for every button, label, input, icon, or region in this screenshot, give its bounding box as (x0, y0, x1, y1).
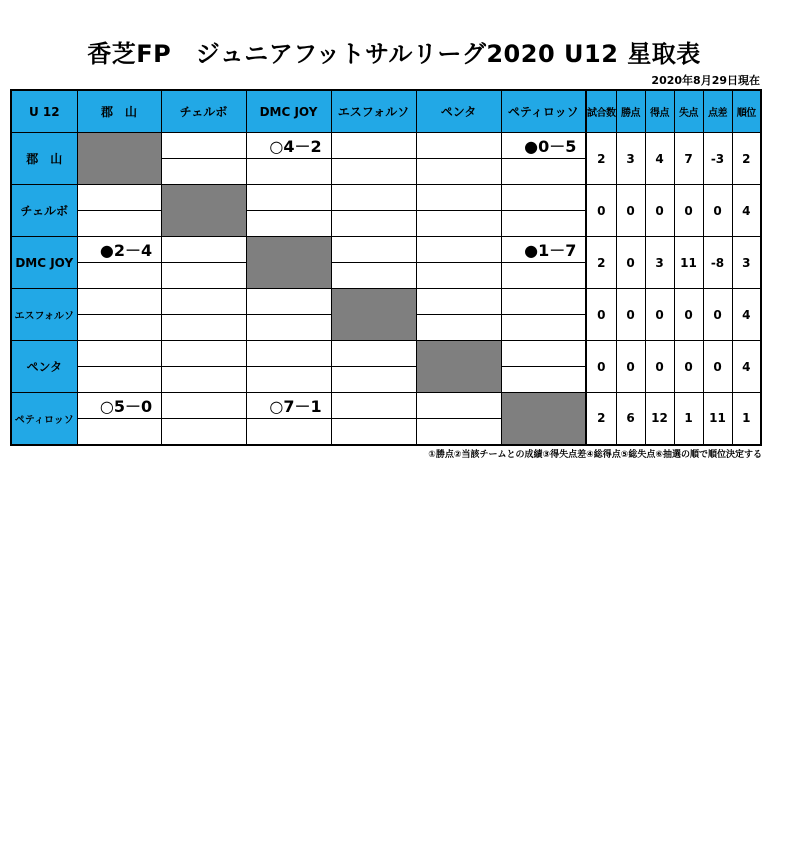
result-cell (416, 289, 501, 315)
result-cell (77, 289, 161, 315)
row-header-team: チェルボ (11, 185, 77, 237)
stat-cell: -3 (703, 133, 732, 185)
result-cell (246, 289, 331, 315)
as-of-date: 2020年8月29日現在 (651, 74, 760, 87)
stat-cell: 12 (645, 393, 674, 445)
col-header-team: ペンタ (416, 90, 501, 133)
stat-cell: 0 (616, 185, 645, 237)
stat-cell: 0 (645, 185, 674, 237)
result-cell: ○7－1 (246, 393, 331, 419)
result-cell (416, 185, 501, 211)
stat-cell: 4 (732, 185, 761, 237)
stat-cell: 0 (616, 289, 645, 341)
col-header-stat: 得点 (645, 90, 674, 133)
col-header-stat: 勝点 (616, 90, 645, 133)
stat-cell: 3 (616, 133, 645, 185)
result-cell: ●1－7 (501, 237, 586, 263)
result-cell (161, 237, 246, 263)
stat-cell: 4 (645, 133, 674, 185)
table-row (11, 237, 761, 263)
stat-cell: 2 (586, 133, 616, 185)
stat-cell: 0 (616, 237, 645, 289)
result-cell: ○5－0 (77, 393, 161, 419)
page-title: 香芝FP ジュニアフットサルリーグ2020 U12 星取表 (87, 40, 701, 68)
result-cell (77, 341, 161, 367)
col-header-team: チェルボ (161, 90, 246, 133)
stat-cell: 2 (586, 393, 616, 445)
result-cell: ●2－4 (77, 237, 161, 263)
table-row (11, 341, 761, 367)
table-row (11, 185, 761, 211)
stat-cell: 0 (586, 341, 616, 393)
stat-cell: -8 (703, 237, 732, 289)
stat-cell: 0 (645, 289, 674, 341)
stat-cell: 11 (703, 393, 732, 445)
result-cell (77, 185, 161, 211)
stat-cell: 3 (732, 237, 761, 289)
corner-cell: U 12 (11, 90, 77, 133)
self-match-cell (77, 133, 161, 185)
col-header-team: ペティロッソ (501, 90, 586, 133)
result-cell: ●0－5 (501, 133, 586, 159)
stat-cell: 2 (586, 237, 616, 289)
result-cell (416, 393, 501, 419)
standings-table (10, 89, 762, 446)
result-cell (331, 341, 416, 367)
result-cell (501, 341, 586, 367)
self-match-cell (331, 289, 416, 341)
stat-cell: 2 (732, 133, 761, 185)
result-cell (331, 237, 416, 263)
col-header-stat: 失点 (674, 90, 703, 133)
stat-cell: 0 (674, 341, 703, 393)
table-row (11, 289, 761, 315)
col-header-stat: 試合数 (586, 90, 616, 133)
stat-cell: 7 (674, 133, 703, 185)
result-cell (161, 341, 246, 367)
result-cell (416, 237, 501, 263)
result-cell (331, 133, 416, 159)
table-row (11, 393, 761, 419)
result-cell (246, 341, 331, 367)
row-header-team: ペンタ (11, 341, 77, 393)
result-cell (161, 133, 246, 159)
result-cell: ○4－2 (246, 133, 331, 159)
result-cell (331, 393, 416, 419)
stat-cell: 6 (616, 393, 645, 445)
self-match-cell (246, 237, 331, 289)
stat-cell: 1 (732, 393, 761, 445)
result-cell (501, 185, 586, 211)
result-cell (501, 289, 586, 315)
header-row (11, 90, 761, 133)
stat-cell: 0 (616, 341, 645, 393)
stat-cell: 11 (674, 237, 703, 289)
result-cell (416, 133, 501, 159)
result-cell (161, 289, 246, 315)
col-header-team: 郡 山 (77, 90, 161, 133)
row-header-team: 郡 山 (11, 133, 77, 185)
stat-cell: 0 (703, 185, 732, 237)
ranking-rule-note: ①勝点②当該チームとの成績③得失点差④総得点⑤総失点⑥抽選の順で順位決定する (428, 450, 762, 460)
stat-cell: 0 (703, 341, 732, 393)
stat-cell: 4 (732, 341, 761, 393)
stat-cell: 4 (732, 289, 761, 341)
stat-cell: 0 (586, 289, 616, 341)
table-row (11, 133, 761, 159)
col-header-team: エスフォルソ (331, 90, 416, 133)
stat-cell: 0 (645, 341, 674, 393)
result-cell (331, 185, 416, 211)
col-header-team: DMC JOY (246, 90, 331, 133)
result-cell (246, 185, 331, 211)
stat-cell: 1 (674, 393, 703, 445)
self-match-cell (161, 185, 246, 237)
result-cell (161, 393, 246, 419)
self-match-cell (501, 393, 586, 445)
stat-cell: 0 (586, 185, 616, 237)
stat-cell: 0 (674, 185, 703, 237)
stat-cell: 3 (645, 237, 674, 289)
row-header-team: エスフォルソ (11, 289, 77, 341)
stat-cell: 0 (674, 289, 703, 341)
col-header-stat: 順位 (732, 90, 761, 133)
row-header-team: ペティロッソ (11, 393, 77, 445)
row-header-team: DMC JOY (11, 237, 77, 289)
stat-cell: 0 (703, 289, 732, 341)
col-header-stat: 点差 (703, 90, 732, 133)
self-match-cell (416, 341, 501, 393)
